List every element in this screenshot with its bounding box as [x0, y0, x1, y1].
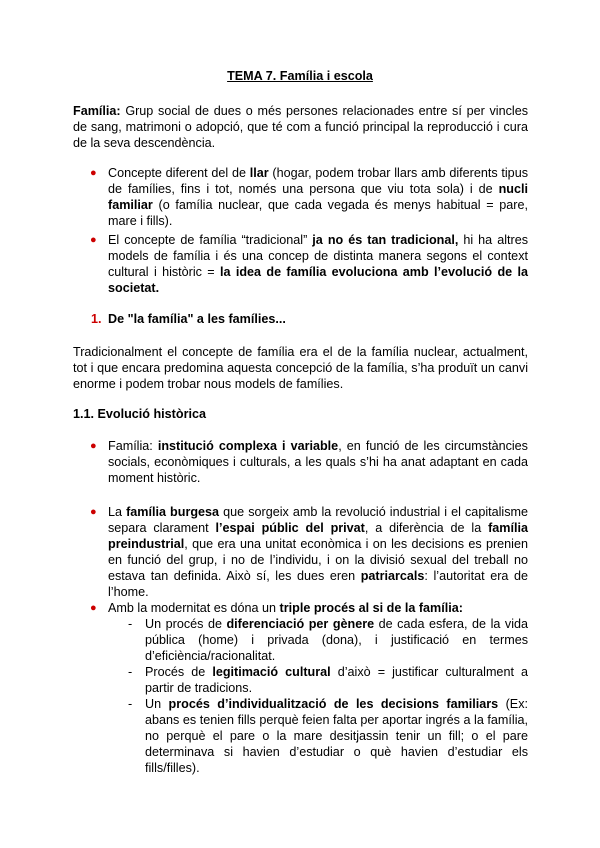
- bullet-icon: ●: [90, 234, 97, 246]
- dash-marker: -: [128, 697, 133, 711]
- bullet-icon: ●: [90, 506, 97, 518]
- section-intro-paragraph: Tradicionalment el concepte de família era el de la família nuclear, actualment, tot i que encara predomina aquesta concepció de la família, s’ha produït un canvi enorme i podem trobar nous models de famílies.: [73, 345, 528, 391]
- dash-marker: -: [128, 617, 133, 631]
- section-heading: De "la família" a les famílies...: [108, 312, 286, 326]
- bullet-icon: ●: [90, 602, 97, 614]
- definition-term: Família:: [73, 104, 121, 118]
- dash-item-diferenciacio: Un procés de diferenciació per gènere de cada esfera, de la vida pública (home) i privada (dona), i justificació en termes d’eficiència/racionalitat.: [145, 617, 528, 663]
- bullet-institucio: Família: institució complexa i variable, en funció de les circumstàncies socials, econòmiques i culturals, a les quals s’hi ha anat adaptant en cada moment històric.: [108, 439, 528, 485]
- dash-item-legitimacio: Procés de legitimació cultural d’això = justificar culturalment a partir de tradicions.: [145, 665, 529, 695]
- page-title: TEMA 7. Família i escola: [227, 69, 373, 83]
- section-number: 1.: [91, 312, 102, 326]
- bullet-triple-proces: Amb la modernitat es dóna un triple procés al si de la família:: [108, 601, 463, 615]
- dash-item-individualitzacio: Un procés d’individualització de les decisions familiars (Ex: abans es tenien fills perquè feien falta per aportar ingrés a la família, no perquè el pare o la mare desitjassin tenir un fill; o el pare determinava si havien d’estudiar o què havien d’estudiar els fills/filles).: [145, 697, 528, 775]
- bullet-icon: ●: [90, 440, 97, 452]
- bullet-llar: Concepte diferent del de llar (hogar, podem trobar llars amb diferents tipus de famílies, fins i tot, només una persona que viu tota sola) i de nucli familiar (o família nuclear, que cada vegada és menys habitual = pare, mare i fills).: [108, 166, 528, 228]
- bullet-tradicional: El concepte de família “tradicional” ja no és tan tradicional, hi ha altres models de família i és una concep de distinta manera segons el context cultural i històric = la idea de família evoluciona amb l’evolució de la societat.: [108, 233, 529, 295]
- bullet-icon: ●: [90, 167, 97, 179]
- subsection-heading: 1.1. Evolució històrica: [73, 407, 206, 421]
- definition-paragraph: Família: Grup social de dues o més persones relacionades entre sí per vincles de sang, matrimoni o adopció, que té com a funció principal la reproducció i cura de la seva descendència.: [73, 104, 528, 150]
- dash-marker: -: [128, 665, 133, 679]
- bullet-familia-burgesa: La família burgesa que sorgeix amb la revolució industrial i el capitalisme separa clarament l’espai públic del privat, a diferència de la família preindustrial, que era una unitat econòmica i on les decisions es prenien en funció del grup, i no de l’individu, i on la divisió sexual del treball no estava tan definida. Això sí, les dues eren patriarcals: l’autoritat era de l’home.: [108, 505, 529, 599]
